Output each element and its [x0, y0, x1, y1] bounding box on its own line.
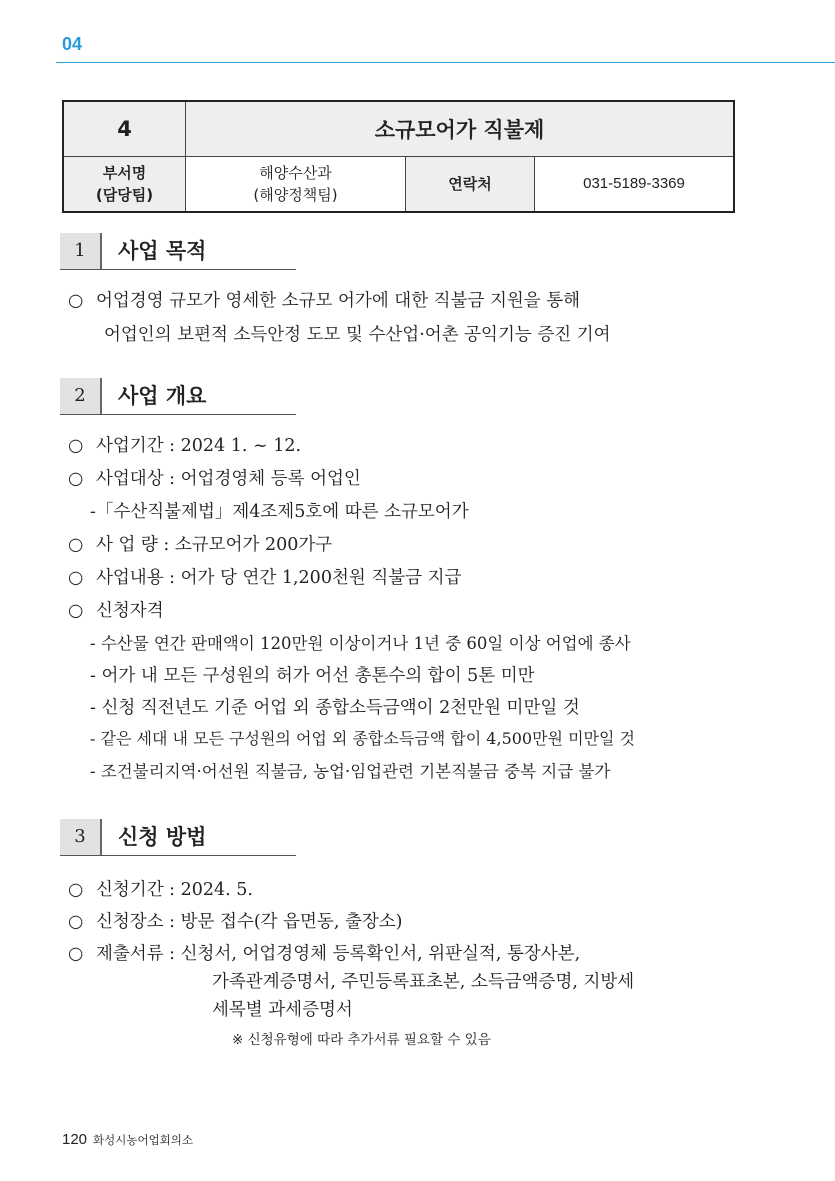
page-footer: [62, 1131, 193, 1148]
overview-eligibility: [68, 597, 164, 622]
page-number: 120: [62, 1131, 88, 1148]
dept-value-line2: (해양정책팀): [253, 186, 338, 204]
bullet-circle: ○: [68, 535, 84, 555]
overview-content-text: 사업내용 : 어가 당 연간 1,200천원 직불금 지급: [96, 568, 462, 588]
section-title: 사업 개요: [118, 384, 207, 408]
bullet-circle: ○: [68, 568, 84, 588]
application-documents: [68, 940, 580, 965]
contact-label: 연락처: [406, 157, 535, 213]
eligibility-req-3: - 신청 직전년도 기준 어업 외 종합소득금액이 2천만원 미만일 것: [90, 698, 580, 718]
application-documents-cont-1: 가족관계증명서, 주민등록표초본, 소득금액증명, 지방세: [212, 972, 635, 992]
bullet-circle: ○: [68, 469, 84, 489]
bullet-circle: ○: [68, 912, 84, 932]
application-place: [68, 908, 403, 933]
application-place-text: 신청장소 : 방문 접수(각 읍면동, 출장소): [96, 912, 403, 932]
overview-volume-text: 사 업 량 : 소규모어가 200가구: [96, 535, 333, 555]
overview-target: [68, 465, 361, 490]
section-header-overview: [60, 378, 296, 415]
bullet-circle: ○: [68, 880, 84, 900]
application-documents-text: 제출서류 : 신청서, 어업경영체 등록확인서, 위판실적, 통장사본,: [96, 944, 581, 964]
overview-period: [68, 432, 301, 457]
section-number: 1: [60, 233, 102, 269]
info-table-header-row: [63, 101, 734, 157]
bullet-circle: ○: [68, 601, 84, 621]
dept-value: [186, 157, 406, 213]
application-period-text: 신청기간 : 2024. 5.: [96, 880, 253, 900]
contact-phone: 031-5189-3369: [535, 157, 735, 213]
info-table-detail-row: [63, 157, 734, 213]
dept-label-line1: 부서명: [102, 164, 147, 182]
overview-period-text: 사업기간 : 2024 1. ~ 12.: [96, 436, 302, 456]
purpose-line-2: 어업인의 보편적 소득안정 도모 및 수산업·어촌 공익기능 증진 기여: [104, 325, 611, 345]
section-header-purpose: [60, 233, 296, 270]
overview-content: [68, 564, 461, 589]
eligibility-req-5: - 조건불리지역·어선원 직불금, 농업·임업관련 기본직불금 중복 지급 불가: [90, 762, 611, 781]
section-header-application: [60, 819, 296, 856]
section-number: 3: [60, 819, 102, 855]
documents-note: ※ 신청유형에 따라 추가서류 필요할 수 있음: [232, 1032, 491, 1048]
eligibility-req-1: - 수산물 연간 판매액이 120만원 이상이거나 1년 중 60일 이상 어업에 종사: [90, 634, 631, 653]
program-info-table: [62, 100, 735, 213]
section-number: 2: [60, 378, 102, 414]
bullet-circle: ○: [68, 291, 84, 311]
overview-target-text: 사업대상 : 어업경영체 등록 어업인: [96, 469, 361, 489]
program-number: 4: [63, 101, 186, 157]
section-title: 신청 방법: [118, 825, 207, 849]
chapter-divider: [56, 62, 835, 63]
bullet-circle: ○: [68, 944, 84, 964]
application-documents-cont-2: 세목별 과세증명서: [212, 1000, 353, 1020]
purpose-line-1: [68, 287, 580, 312]
bullet-circle: ○: [68, 436, 84, 456]
overview-target-sub: -「수산직불제법」제4조제5호에 따른 소규모어가: [90, 502, 469, 522]
dept-label: [63, 157, 186, 213]
dept-label-line2: (담당팀): [95, 186, 154, 204]
eligibility-req-4: - 같은 세대 내 모든 구성원의 어업 외 종합소득금액 합이 4,500만원 미만일 것: [90, 729, 636, 748]
overview-volume: [68, 531, 332, 556]
program-title: 소규모어가 직불제: [186, 101, 735, 157]
eligibility-req-2: - 어가 내 모든 구성원의 허가 어선 총톤수의 합이 5톤 미만: [90, 666, 535, 686]
application-period: [68, 876, 253, 901]
org-name: 화성시농어업회의소: [93, 1133, 194, 1147]
chapter-number: 04: [62, 34, 83, 54]
dept-value-line1: 해양수산과: [259, 164, 332, 182]
overview-eligibility-text: 신청자격: [96, 601, 164, 621]
section-title: 사업 목적: [118, 239, 207, 263]
purpose-text: 어업경영 규모가 영세한 소규모 어가에 대한 직불금 지원을 통해: [96, 291, 581, 311]
